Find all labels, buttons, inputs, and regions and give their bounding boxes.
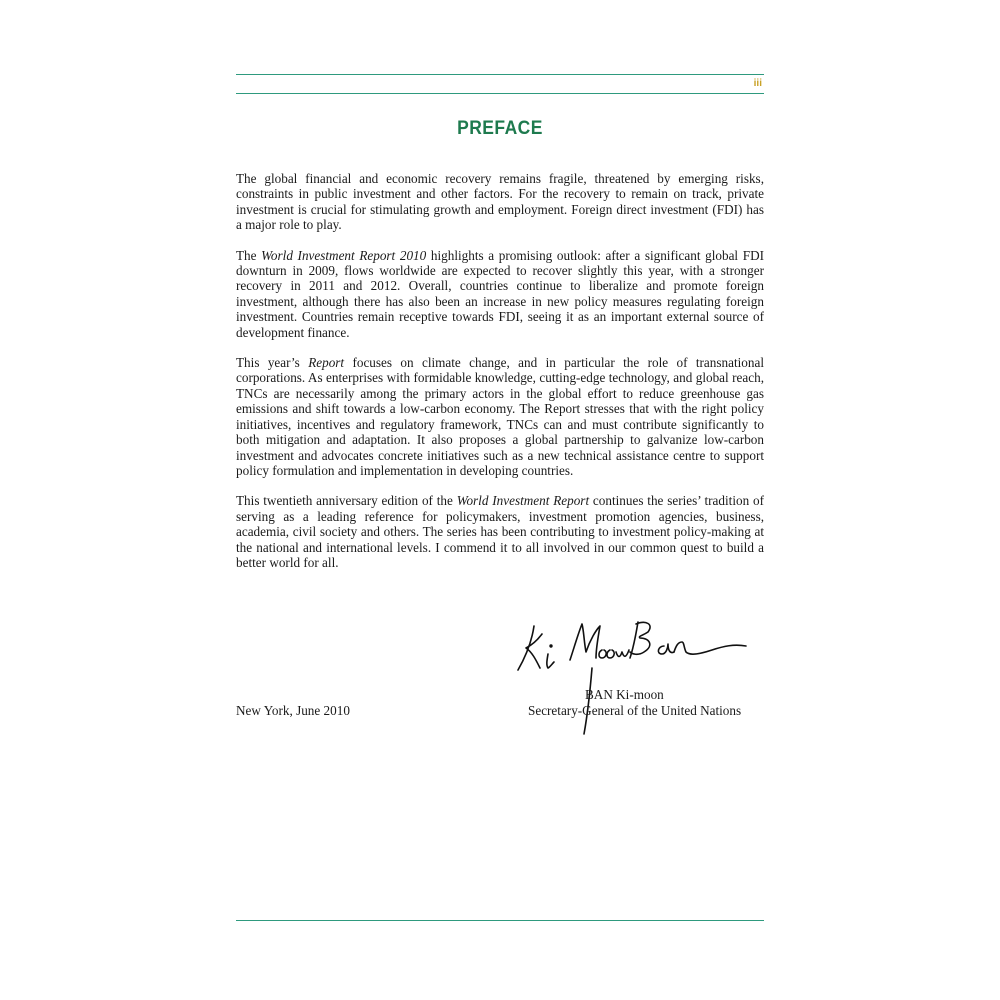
footer-rule bbox=[236, 920, 764, 921]
preface-body bbox=[236, 171, 764, 585]
report-series-italic: World Investment Report bbox=[456, 493, 590, 509]
paragraph-4: This twentieth anniversary edition of the World Investment Report continues the series’ tradition of serving as a leading reference for policymakers, investment promotion agencies, business, academia, civil society and others. The series has been contributing to investment policy-making at the national and international levels. I commend it to all involved in our common quest to build a better world for all. bbox=[236, 493, 764, 570]
signatory-name: BAN Ki-moon bbox=[585, 687, 664, 702]
paragraph-1: The global financial and economic recovery remains fragile, threatened by emerging risks, constraints in public investment and other factors. For the recovery to remain on track, private investment is crucial for stimulating growth and employment. Foreign direct investment (FDI) has a major role to play. bbox=[236, 171, 764, 233]
paragraph-3: This year’s Report focuses on climate change, and in particular the role of transnational corporations. As enterprises with formidable knowledge, cutting-edge technology, and global reach, TNCs are necessarily among the primary actors in the global effort to reduce greenhouse gas emissions and shift towards a low-carbon economy. The Report stresses that with the right policy initiatives, incentives and regulatory framework, TNCs can and must contribute significantly to both mitigation and adaptation. It also proposes a global partnership to galvanize low-carbon investment and advocates concrete initiatives such as a new technical assistance centre to support policy formulation and implementation in developing countries. bbox=[236, 355, 764, 478]
header-rule-bottom bbox=[236, 93, 764, 94]
place-and-date: New York, June 2010 bbox=[236, 703, 350, 718]
page-title: PREFACE bbox=[457, 118, 543, 139]
report-italic: Report bbox=[308, 355, 345, 371]
handwritten-signature bbox=[512, 612, 752, 742]
page-number: iii bbox=[753, 78, 762, 89]
signatory-title: Secretary-General of the United Nations bbox=[528, 703, 742, 718]
paragraph-2: The World Investment Report 2010 highlights a promising outlook: after a significant global FDI downturn in 2009, flows worldwide are expected to recover slightly this year, with a stronger recovery in 2011 and 2012. Overall, countries continue to liberalize and promote foreign investment, although there has also been an increase in new policy measures regulating foreign investment. Countries remain receptive towards FDI, seeing it as an important external source of development finance. bbox=[236, 247, 764, 340]
report-title-italic: World Investment Report 2010 bbox=[261, 247, 427, 263]
header-rule-top bbox=[236, 74, 764, 75]
